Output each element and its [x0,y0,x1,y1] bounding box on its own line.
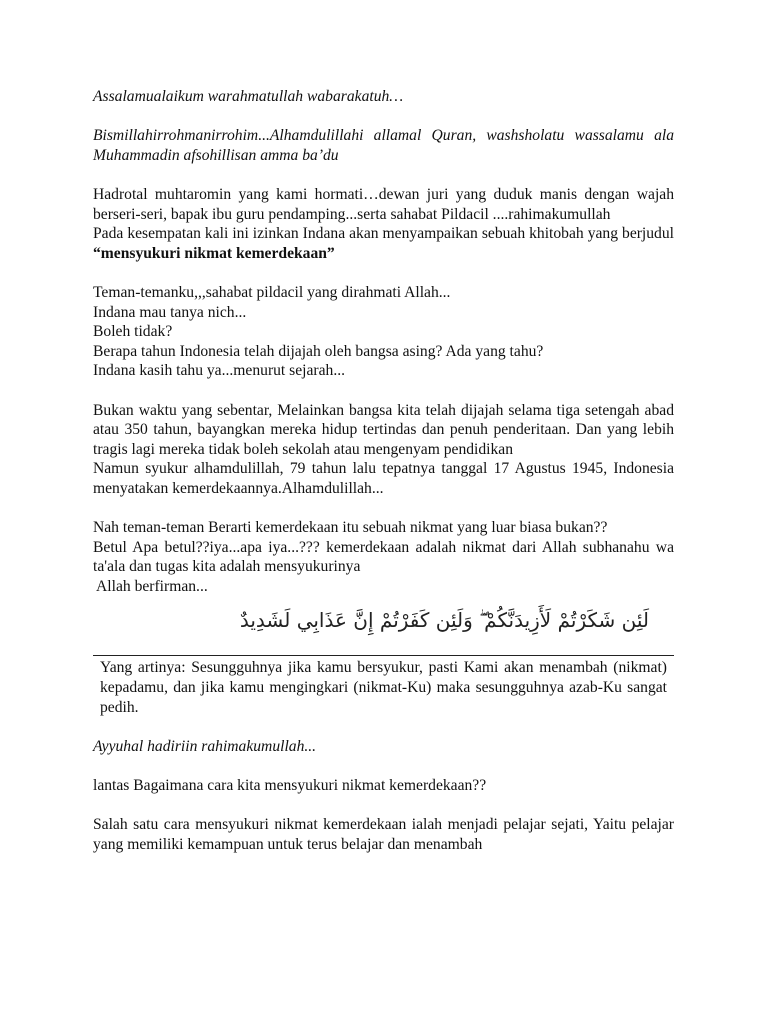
greeting: Assalamualaikum warahmatullah wabarakatuh… [93,88,404,105]
intro-text: Pada kesempatan kali ini izinkan Indana akan menyampaikan sebuah khitobah yang berjudul [93,225,674,243]
ayyuhal-line: Ayyuhal hadiriin rahimakumullah... [93,737,317,755]
speech-body [93,87,674,854]
blessing-paragraph: Betul Apa betul??iya...apa iya...??? kemerdekaan adalah nikmat dari Allah subhanahu wa ta'ala dan tugas kita adalah mensyukurinya [93,538,674,576]
question-line: Berapa tahun Indonesia telah dijajah oleh bangsa asing? Ada yang tahu? [93,342,544,360]
answer-paragraph: Salah satu cara mensyukuri nikmat kemerdekaan ialah menjadi pelajar sejati, Yaitu pelajar yang memiliki kemampuan untuk terus belajar dan menambah [93,816,674,853]
question-how: lantas Bagaimana cara kita mensyukuri nikmat kemerdekaan?? [93,777,487,794]
history-paragraph: Bukan waktu yang sebentar, Melainkan bangsa kita telah dijajah selama tiga setengah abad atau 350 tahun, bayangkan mereka hidup tertindas dan penuh penderitaan. Dan yang lebih tragis lagi mereka tidak boleh sekolah atau mengenyam pendidikan [93,401,674,458]
opening-prayer: Bismillahirrohmanirrohim...Alhamdulillahi allamal Quran, washsholatu wassalamu ala Muhammadin afsohillisan amma ba’du [93,127,674,164]
address-paragraph: Hadrotal muhtaromin yang kami hormati…dewan juri yang duduk manis dengan wajah berseri-seri, bapak ibu guru pendamping...serta sahabat Pildacil ....rahimakumullah [93,185,674,223]
question-line: Boleh tidak? [93,323,173,341]
quran-verse [93,596,674,646]
blessing-paragraph: Nah teman-teman Berarti kemerdekaan itu sebuah nikmat yang luar biasa bukan?? [93,519,608,537]
arabic-verse: لَئِن شَكَرْتُمْ لَأَزِيدَنَّكُمْ ۖ وَلَئِن كَفَرْتُمْ إِنَّ عَذَابِي لَشَدِيدٌ [239,608,649,633]
intro-paragraph [93,224,674,263]
question-line: Indana kasih tahu ya...menurut sejarah... [93,362,346,380]
question-line: Teman-temanku,,,sahabat pildacil yang dirahmati Allah... [93,283,451,301]
firman-line: Allah berfirman... [93,577,208,595]
speech-title: “mensyukuri nikmat kemerdekaan” [93,244,335,262]
independence-paragraph: Namun syukur alhamdulillah, 79 tahun lalu tepatnya tanggal 17 Agustus 1945, Indonesia menyatakan kemerdekaannya.Alhamdulillah... [93,460,674,497]
question-line: Indana mau tanya nich... [93,303,247,321]
verse-translation: Yang artinya: Sesungguhnya jika kamu bersyukur, pasti Kami akan menambah (nikmat) kepadamu, dan jika kamu mengingkari (nikmat-Ku) maka sesungguhnya azab-Ku sangat pedih. [100,659,667,716]
